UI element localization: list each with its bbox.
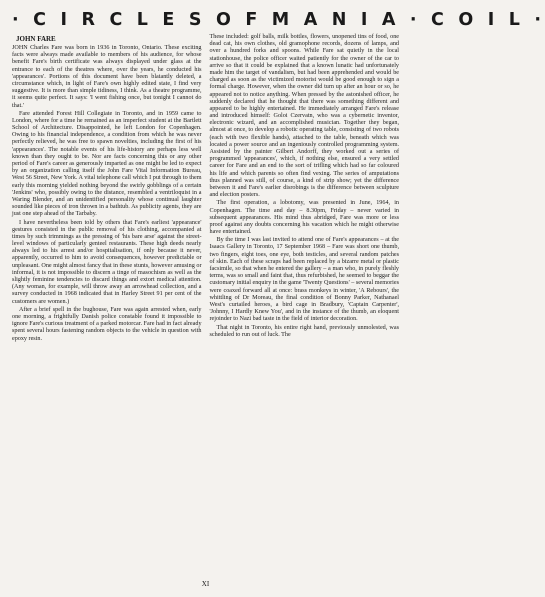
paragraph: These included: golf balls, milk bottles, flowers, unopened tins of food, one dead cat, his own clothes, old gramophone records, dozens of lamps, and over a hundred forks and spoons. While Fare sat quietly in the local stationhouse, the police officer waited patiently for the owner of the car to arrive so that it could be explained that a known lunatic had unfortunately made him the target of vandalism, but had been apprehended and would be charged as soon as the victimized motorist would be good enough to sign a formal charge. However, when the owner did turn up after an hour or so, he appeared not to notice anything. When pressed by the astonished officer, he suddenly declared that he thought that there was something different and appeared to be highly entertained. He immediately arranged Fare's release and introduced himself: Goloi Czervatn, who was a cybernetic inventor, electronic wizard, and an accomplished musician. Together they began, almost at once, to develop a robotic operating table, consisting of two robots (each with two flexible hands), attached to the table, beneath which was located a power source and an ingeniously controlled programming system. Assisted by the painter Gilbert Andorff, they worked out a series of programmed 'appearances', which, if nothing else, ensured a very settled career for Fare and an end to the sort of trifling which had so far coloured his life and which parents so often find vexing. The series of amputations thus planned was still, of course, a kind of strip show; yet the difference between it and Fare's earlier disrobings is the difference between sculpture and election posters. — [209, 34, 399, 199]
paragraph: After a brief spell in the bughouse, Fare was again arrested when, early one morning, a frightfully Danish police constable found it impossible to ignore Fare's curious treatment of a parked motorcar. Fare had in fact already spent several hours fastening random objects to the vehicle in question with epoxy resin. — [12, 306, 202, 342]
page-banner-title: · C I R C L E S O F M A N I A · C O I L · — [12, 10, 545, 30]
paragraph: I have nevertheless been told by others that Fare's earliest 'appearance' gestures consisted in the public removal of his clothing, accompanied at times by such trimmings as the pressing of 'his bare arse' against the street-level windows of particularly genteel restaurants. These high deeds nearly always led to his arrest and/or hospitalisation, if only because it never, apparently, occurred to him to avoid consequences, however predictable or unpleasant. One might almost fancy that in these stunts, however amusing or informal, it is not impossible to discern a tinge of masochism as well as the slightly feminine tendencies to discard things and extort medical attention. (Any woman, for example, will throw away an arrowhead collection, and a survey conducted in 1968 indicated that in Harley Street 91 per cent of the customers are women.) — [12, 219, 202, 305]
page-number: XI — [201, 580, 210, 588]
paragraph: JOHN Charles Fare was born in 1936 in Toronto, Ontario. These exciting facts were always made available to members of his audience, for whose benefit Fare's birth certificate was always displayed under glass at the entrance to each of the theatres where, over the years, he conducted his 'appearances'. Portions of this document have been blatantly deleted, a circumstance which, in light of Fare's own highly edited state, I find very suggestive. It is more than simple tidiness, I think. As a theatre programme, it seems quite perfect. It says: 'I went fishing once, but tonight I cannot do that.' — [12, 45, 202, 109]
paragraph: Fare attended Forest Hill Collegiate in Toronto, and in 1959 came to London, where for a time he remained as an imperfect student at the Bartlett School of Architecture. Disappointed, he left London for Copenhagen. Owing to his financial independence, a condition from which he was never perfectly relieved, he was free to spawn novelties, including the first of his 'appearances'. The notable events of his life-history are perhaps less well known than they ought to be. Nor are facts concerning this or any other period of Fare's career as generously imparted as one might be led to expect by an organization calling itself the John Fare Vital Information Bureau, West 56 Street, New York. A vital telephone call which I put through to them early this morning yielded nothing beyond the swirly gobblings of a certain 'Jenkins' who, possibly owing to the distance, resembled a ventriloquist in a Waring Blender, and an unidentified personality whose continual laughter sounded like pieces of iron thrown in a bathtub. As publicity agents, they are just one step ahead of the Tarbaby. — [12, 110, 202, 218]
article-column-right — [210, 34, 400, 343]
article-column-left — [12, 34, 202, 343]
paragraph: The first operation, a lobotomy, was presented in June, 1964, in Copenhagen. The time and day – 8.30pm, Friday – never varied in subsequent appearances. His mind thus abridged, Fare was more or less proof against any doubts concerning his vacation which he might otherwise have entertained. — [209, 200, 399, 236]
article-author: JOHN FARE — [16, 35, 56, 43]
paragraph: By the time I was last invited to attend one of Fare's appearances – at the Isaacs Gallery in Toronto, 17 September 1968 – Fare was short one thumb, two fingers, eight toes, one eye, both testicles, and several random patches of skin. Each of these scraps had been replaced by a bizarre metal or plastic facsimile, so that when he entered the gallery – a man who, in purely fleshly terms, was so small and faint that, thus refurbished, he seemed to beggar the customary initial enquiry in the game 'Twenty Questions' – several memories were coaxed forward all at once: brass monkeys in winter, 'A Rebours', the whittling of Dr Moreau, the final condition of Bonny Parker, Nathanael West's curtailed heroes, a bird cage in Bradbury, 'Captain Carpenter', 'Johnny, I Hardly Knew You', and in the instance of the thumb, an eloquent rejoinder to Nazi bad taste in the field of interior decoration. — [209, 237, 399, 323]
paragraph: That night in Toronto, his entire right hand, previously unmolested, was scheduled to run out of luck. The — [209, 324, 399, 338]
article-body — [12, 34, 399, 343]
